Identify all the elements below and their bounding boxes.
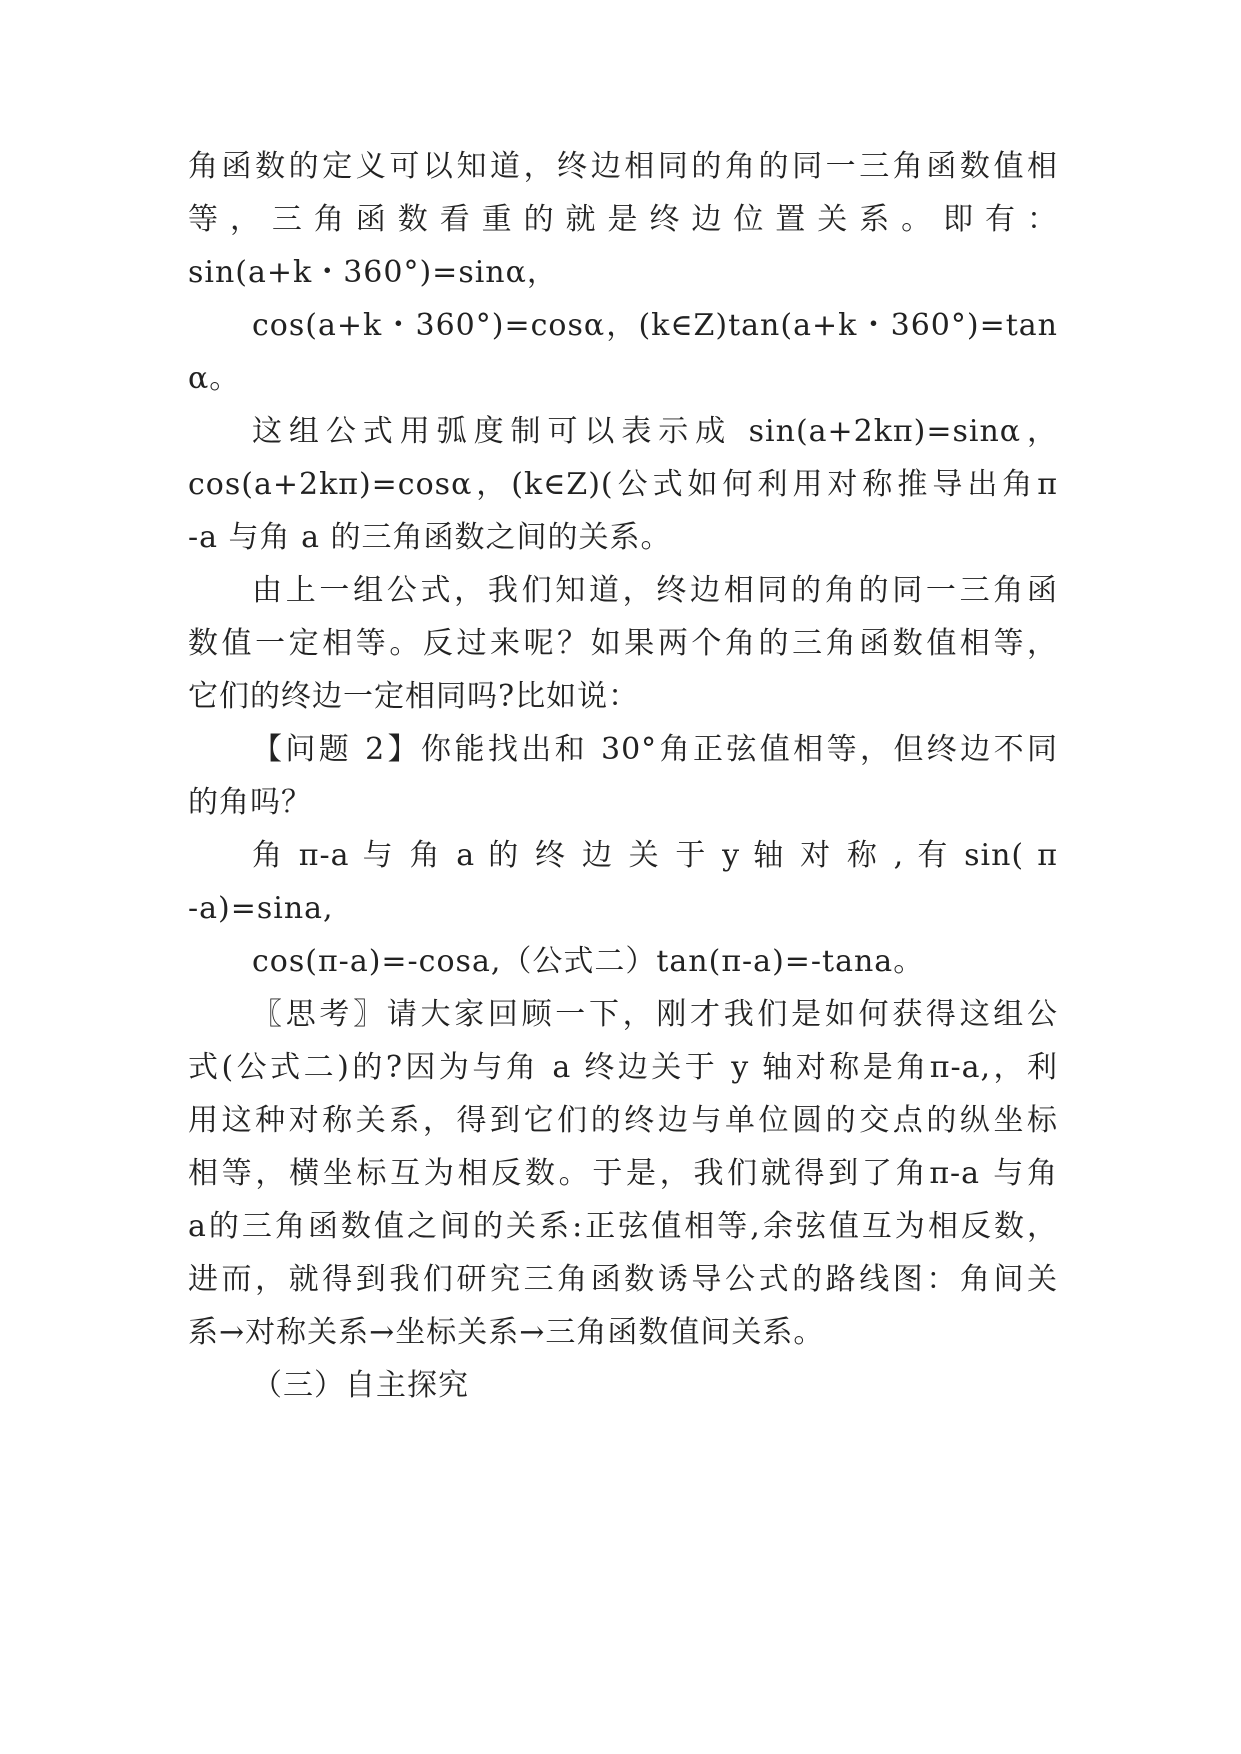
text-line: -a 与角 a 的三角函数之间的关系。 [188, 520, 672, 555]
text-line: 〖思考〗请大家回顾一下，刚才我们是如何获得这组公 [252, 997, 1058, 1032]
text-line: 系→对称关系→坐标关系→三角函数值间关系。 [188, 1315, 825, 1350]
text-line: cos(a+2kπ)=cosα，(k∈Z)(公式如何利用对称推导出角π [188, 467, 1058, 502]
text-line: 由上一组公式，我们知道，终边相同的角的同一三角函 [252, 573, 1058, 608]
question-line: 【问题 2】你能找出和 30°角正弦值相等，但终边不同 [252, 732, 1058, 767]
text-line: 它们的终边一定相同吗?比如说： [188, 679, 640, 714]
text-line: a的三角函数值之间的关系:正弦值相等,余弦值互为相反数， [188, 1209, 1058, 1244]
text-line: 数值一定相等。反过来呢？如果两个角的三角函数值相等， [188, 626, 1058, 661]
formula-line: cos(π-a)=-cosa,（公式二）tan(π-a)=-tana。 [252, 944, 925, 979]
formula-line: -a)=sina, [188, 891, 334, 926]
text-line: 等 ， 三 角 函 数 看 重 的 就 是 终 边 位 置 关 系 。 即 有 ： [188, 202, 1058, 237]
text-line: 角函数的定义可以知道，终边相同的角的同一三角函数值相 [188, 149, 1058, 184]
formula-line: α。 [188, 361, 241, 396]
formula-line: 角 π-a 与 角 a 的 终 边 关 于 y 轴 对 称 , 有 sin( π [252, 838, 1058, 873]
text-line: 进而，就得到我们研究三角函数诱导公式的路线图：角间关 [188, 1262, 1058, 1297]
text-line: 式(公式二)的?因为与角 a 终边关于 y 轴对称是角π-a,，利 [188, 1050, 1058, 1085]
text-line: 用这种对称关系，得到它们的终边与单位圆的交点的纵坐标 [188, 1103, 1058, 1138]
text-line: 相等，横坐标互为相反数。于是，我们就得到了角π-a 与角 [188, 1156, 1058, 1191]
formula-line: sin(a+k・360°)=sinα， [188, 255, 558, 290]
question-line: 的角吗？ [188, 785, 312, 820]
text-line: 这组公式用弧度制可以表示成 sin(a+2kπ)=sinα， [252, 414, 1058, 449]
formula-line: cos(a+k・360°)=cosα，(k∈Z)tan(a+k・360°)=tan [252, 308, 1058, 343]
section-heading: （三）自主探究 [252, 1368, 469, 1403]
